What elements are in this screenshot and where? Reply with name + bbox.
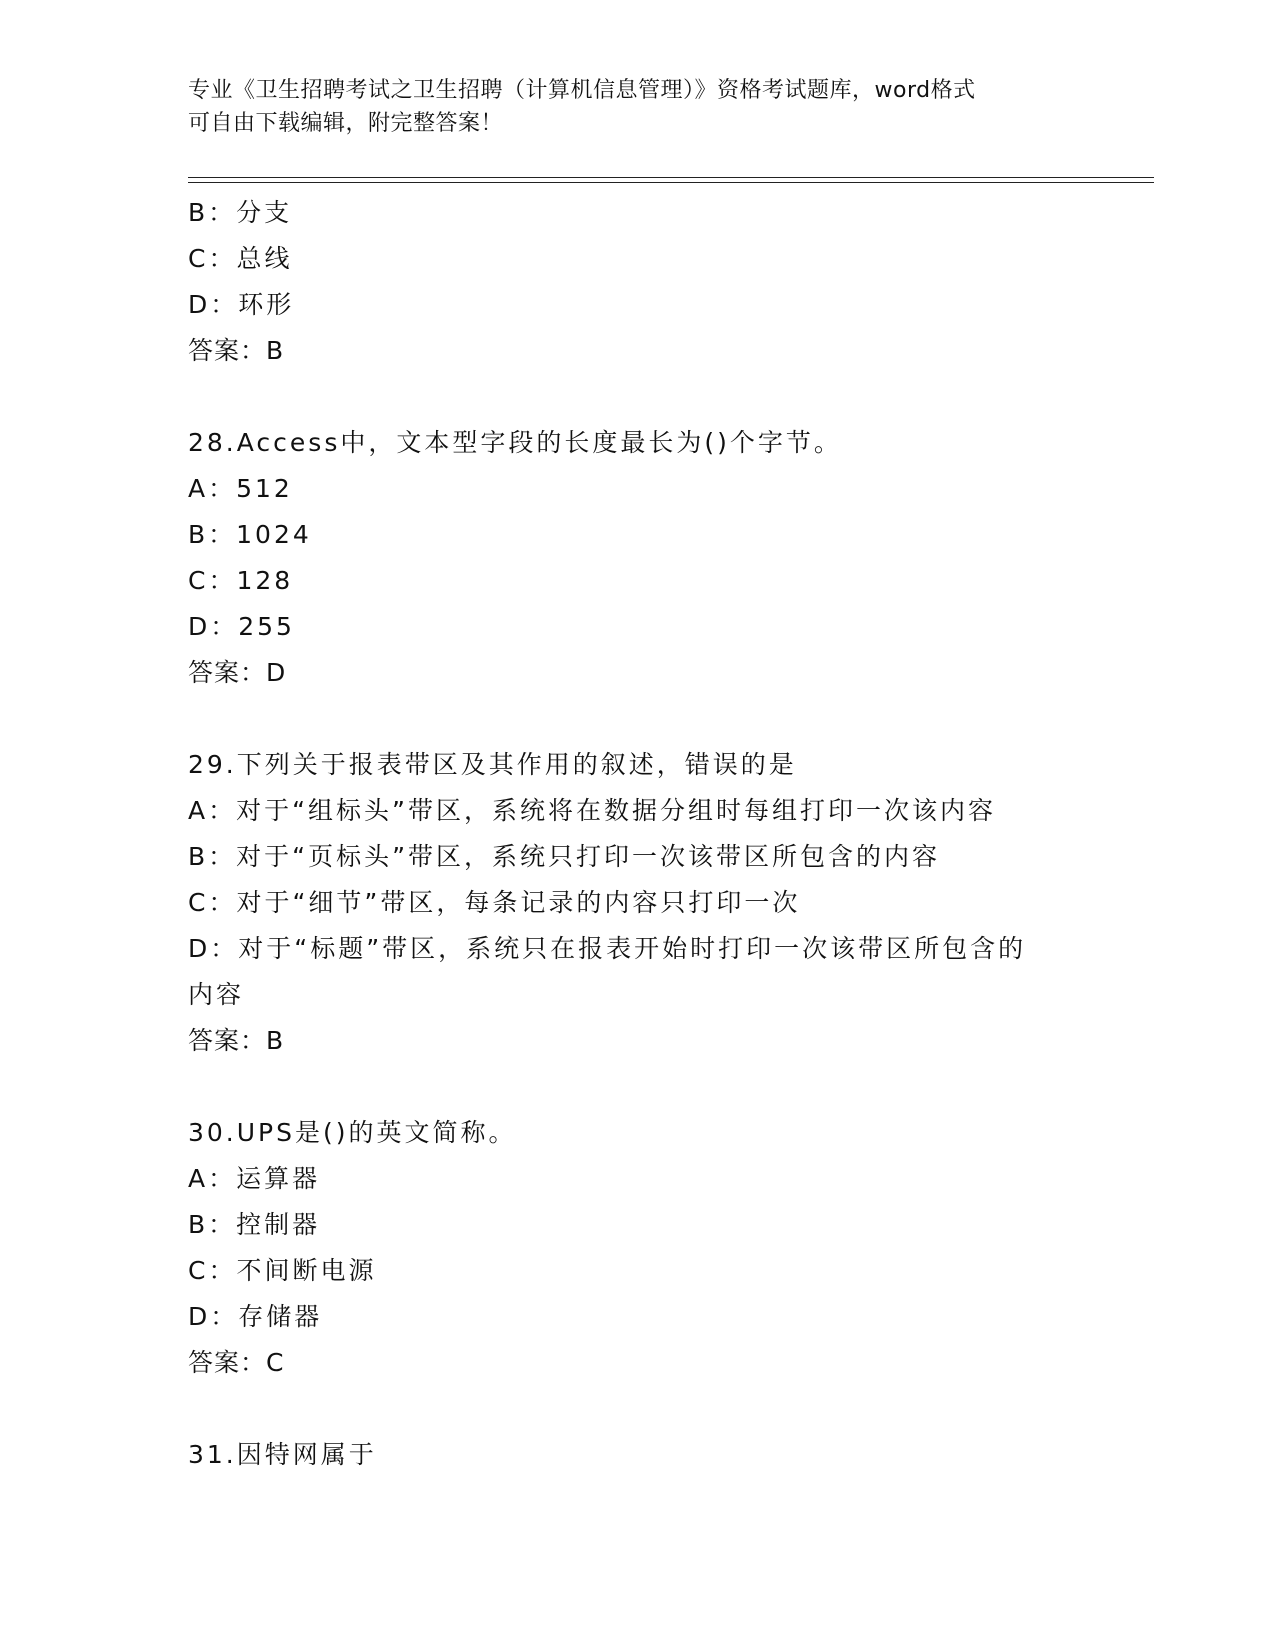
question-28 [188,420,1088,696]
question-31 [188,1432,1088,1478]
option-d: D：对于“标题”带区，系统只在报表开始时打印一次该带区所包含的 [188,934,1027,963]
answer: 答案：B [188,1026,285,1055]
option-c: C：不间断电源 [188,1256,377,1285]
header-line-1: 专业《卫生招聘考试之卫生招聘（计算机信息管理）》资格考试题库，word格式 [188,78,976,103]
option-c: C：128 [188,566,294,595]
question-stem: 31.因特网属于 [188,1440,377,1469]
document-header [188,74,1088,140]
option-d: D：存储器 [188,1302,323,1331]
spacer [188,1064,1088,1110]
option-a: A：对于“组标头”带区，系统将在数据分组时每组打印一次该内容 [188,796,997,825]
answer: 答案：D [188,658,287,687]
option-b: B：控制器 [188,1210,321,1239]
option-c: C：总线 [188,244,293,273]
option-b: B：分支 [188,198,293,227]
spacer [188,696,1088,742]
question-30 [188,1110,1088,1386]
option-d-continued: 内容 [188,980,245,1009]
question-list [188,190,1088,1478]
option-d: D：环形 [188,290,295,319]
spacer [188,374,1088,420]
question-29 [188,742,1088,1064]
option-a: A：512 [188,474,293,503]
answer: 答案：B [188,336,285,365]
question-stem: 29.下列关于报表带区及其作用的叙述，错误的是 [188,750,797,779]
option-b: B：1024 [188,520,312,549]
option-d: D：255 [188,612,295,641]
answer: 答案：C [188,1348,285,1377]
question-stem: 28.Access中，文本型字段的长度最长为()个字节。 [188,428,842,457]
option-c: C：对于“细节”带区，每条记录的内容只打印一次 [188,888,801,917]
spacer [188,1386,1088,1432]
header-rule-top [188,177,1154,178]
question-27-tail [188,190,1088,374]
option-a: A：运算器 [188,1164,321,1193]
header-rule-bottom [188,182,1154,183]
question-stem: 30.UPS是()的英文简称。 [188,1118,517,1147]
header-line-2: 可自由下载编辑，附完整答案！ [188,111,504,136]
option-b: B：对于“页标头”带区，系统只打印一次该带区所包含的内容 [188,842,941,871]
